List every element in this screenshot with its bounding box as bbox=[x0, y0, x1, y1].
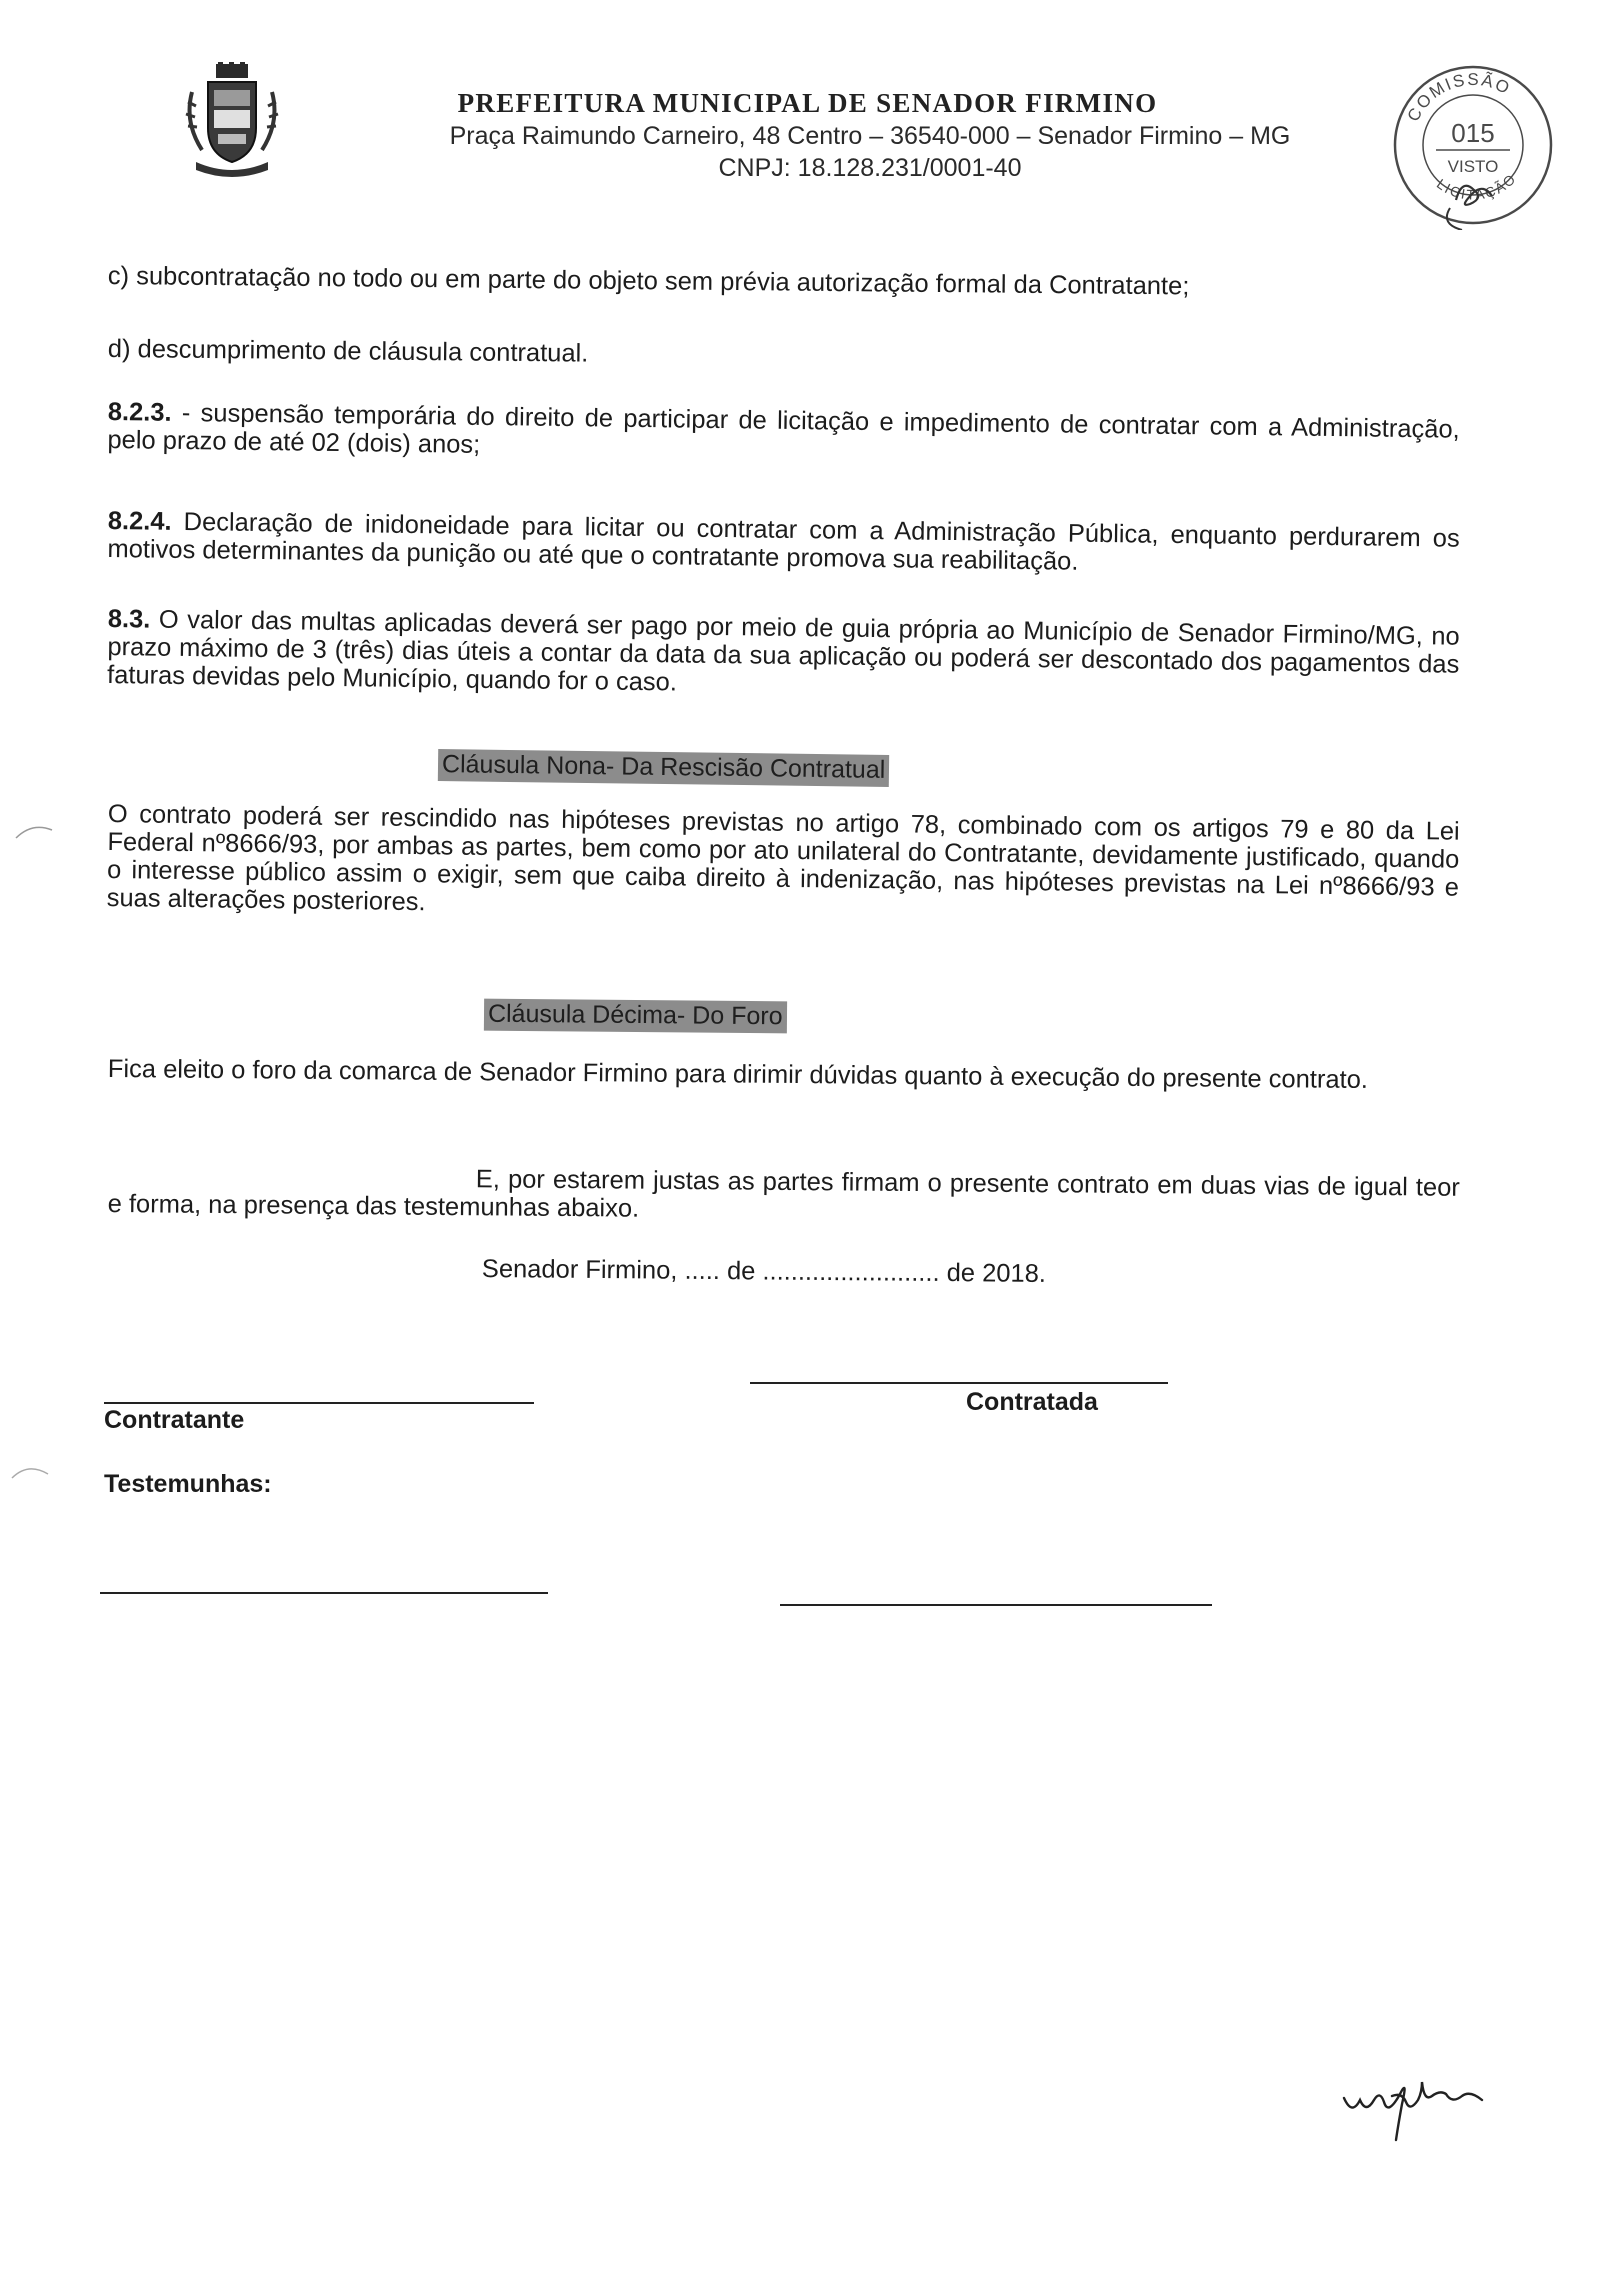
stamp-top-text: COMISSÃO bbox=[1403, 69, 1515, 125]
clause-10-heading: Cláusula Décima- Do Foro bbox=[484, 999, 787, 1034]
clause-9-text: O contrato poderá ser rescindido nas hipóteses previstas no artigo 78, combinado com os artigos 79 e 80 da Lei Federal nº8666/93, por ambas as partes, bem como por ato unilateral do Contratante, devidamente justificado, quando o interesse público assim o exigir, sem que caiba direito à indenização, nas hipóteses previstas na Lei nº8666/93 e suas alterações posteriores. bbox=[106, 800, 1460, 917]
clause-10-text: Fica eleito o foro da comarca de Senador Firmino para dirimir dúvidas quanto à execução do presente contrato. bbox=[107, 1055, 1369, 1094]
letterhead-cnpj: CNPJ: 18.128.231/0001-40 bbox=[718, 154, 1022, 182]
contratada-label: Contratada bbox=[966, 1388, 1098, 1416]
contratante-signature-line bbox=[104, 1402, 534, 1404]
item-8-3: 8.3. O valor das multas aplicadas deverá ser pago por meio de guia própria ao Município de Senador Firmino/MG, no prazo máximo de 3 (três) dias úteis a contar da data da sua aplicação ou poderá ser descontado dos pagamentos das faturas devidas pelo Município, quando for o caso. bbox=[106, 605, 1460, 697]
municipal-crest-icon bbox=[182, 62, 282, 182]
date-line: Senador Firmino, ..... de ......................... de 2018. bbox=[481, 1255, 1047, 1288]
stamp-middle-text: VISTO bbox=[1447, 157, 1499, 176]
item-8-2-3-number: 8.2.3. bbox=[107, 398, 172, 427]
clause-9-heading: Cláusula Nona- Da Rescisão Contratual bbox=[438, 749, 890, 787]
item-8-2-4: 8.2.4. Declaração de inidoneidade para licitar ou contratar com a Administração Pública, enquanto perdurarem os motivos determinantes da punição ou até que o contratante promova sua reabilitação. bbox=[107, 507, 1460, 576]
item-d: d) descumprimento de cláusula contratual. bbox=[107, 335, 589, 368]
letterhead-address: Praça Raimundo Carneiro, 48 Centro – 36540-000 – Senador Firmino – MG bbox=[449, 122, 1291, 150]
contratada-signature-line bbox=[750, 1382, 1168, 1384]
stamp-bottom-text: LICITAÇÃO bbox=[1433, 169, 1520, 203]
commission-stamp bbox=[1388, 60, 1558, 230]
witness-2-signature-line bbox=[780, 1604, 1212, 1606]
closing-paragraph: E, por estarem justas as partes firmam o presente contrato em duas vias de igual teor e forma, na presença das testemunhas abaixo. bbox=[107, 1165, 1460, 1223]
item-c: c) subcontratação no todo ou em parte do objeto sem prévia autorização formal da Contratante; bbox=[107, 262, 1190, 301]
item-8-2-3: 8.2.3. - suspensão temporária do direito de participar de licitação e impedimento de contratar com a Administração, pelo prazo de até 02 (dois) anos; bbox=[107, 398, 1460, 459]
item-8-3-number: 8.3. bbox=[107, 605, 151, 634]
item-8-2-4-number: 8.2.4. bbox=[107, 507, 172, 536]
handwritten-rubric-icon bbox=[1340, 2068, 1540, 2148]
letterhead bbox=[390, 86, 1350, 184]
contratante-label: Contratante bbox=[104, 1406, 245, 1434]
scan-mark-icon bbox=[10, 1460, 50, 1480]
scan-mark-icon bbox=[14, 820, 54, 840]
witness-1-signature-line bbox=[100, 1592, 548, 1594]
letterhead-title: PREFEITURA MUNICIPAL DE SENADOR FIRMINO bbox=[457, 88, 1158, 118]
stamp-number: 015 bbox=[1451, 118, 1495, 148]
testemunhas-label: Testemunhas: bbox=[104, 1470, 272, 1498]
